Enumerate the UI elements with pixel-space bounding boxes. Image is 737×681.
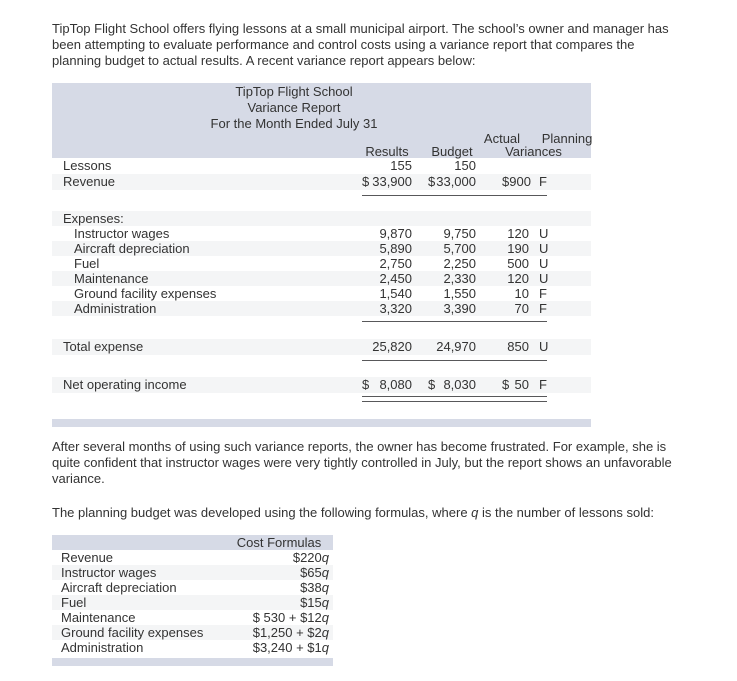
variance-amount: 500 xyxy=(507,256,529,271)
variance-cell xyxy=(502,377,529,393)
actual-amount: 155 xyxy=(390,158,412,173)
variance-amount: 10 xyxy=(514,286,529,301)
planning-budget-cell xyxy=(428,241,476,256)
report-row-total-expense xyxy=(52,339,591,355)
planning-amount: 5,700 xyxy=(443,241,476,256)
actual-amount: 33,900 xyxy=(372,174,412,189)
cost-formulas-footer-band xyxy=(52,658,333,666)
column-header-spacer xyxy=(52,145,362,158)
q-variable: q xyxy=(321,565,329,580)
planning-amount: 8,030 xyxy=(443,377,476,392)
report-row-revenue xyxy=(52,174,591,190)
row-label: Lessons xyxy=(63,158,112,173)
formula-amount: $220 xyxy=(292,550,322,565)
row-label: Administration xyxy=(74,301,157,316)
actual-amount: 5,890 xyxy=(379,241,412,256)
actual-amount: 1,540 xyxy=(379,286,412,301)
variance-cell xyxy=(502,174,529,190)
actual-amount: 2,750 xyxy=(379,256,412,271)
report-row-aircraft-depreciation xyxy=(52,241,591,256)
currency-symbol: $ xyxy=(502,174,510,189)
q-variable: q xyxy=(321,550,329,565)
actual-results-cell xyxy=(362,158,412,174)
planning-amount: 2,250 xyxy=(443,256,476,271)
q-variable: q xyxy=(321,625,329,640)
variance-direction-cell: U xyxy=(539,226,549,241)
column-header-planning-bottom: Budget xyxy=(431,144,473,159)
formula-value xyxy=(229,550,333,565)
variance-direction-cell: F xyxy=(539,301,547,316)
formulas-intro-part2: is the number of lessons sold: xyxy=(478,505,654,520)
formula-row-instructor-wages xyxy=(52,565,333,580)
row-label: Instructor wages xyxy=(74,226,170,241)
variance-cell xyxy=(502,339,529,355)
planning-amount: 33,000 xyxy=(436,174,476,189)
formula-row-ground-facility xyxy=(52,625,333,640)
single-underline xyxy=(362,195,547,196)
variance-cell xyxy=(502,301,529,316)
variance-direction-cell: U xyxy=(539,256,549,271)
formula-label: Instructor wages xyxy=(61,565,157,580)
variance-direction-cell: F xyxy=(539,174,547,189)
row-label: Maintenance xyxy=(74,271,149,286)
row-label: Revenue xyxy=(63,174,116,189)
actual-results-cell xyxy=(362,174,412,190)
planning-budget-cell xyxy=(428,339,476,355)
report-title-period: For the Month Ended July 31 xyxy=(210,116,378,131)
report-title-name: Variance Report xyxy=(247,100,341,115)
formula-amount: $ 530 + $12 xyxy=(252,610,322,625)
formulas-intro-paragraph xyxy=(52,505,680,521)
formula-row-maintenance xyxy=(52,610,333,625)
actual-results-cell xyxy=(362,271,412,286)
planning-amount: 1,550 xyxy=(443,286,476,301)
planning-budget-cell xyxy=(428,226,476,241)
planning-budget-cell xyxy=(428,271,476,286)
formula-value xyxy=(229,640,333,655)
formula-label: Administration xyxy=(61,640,144,655)
formula-value xyxy=(229,595,333,610)
actual-amount: 8,080 xyxy=(379,377,412,392)
actual-results-cell xyxy=(362,226,412,241)
currency-symbol: $ xyxy=(502,377,510,392)
planning-amount: 24,970 xyxy=(436,339,476,354)
variance-cell xyxy=(502,286,529,301)
actual-results-cell xyxy=(362,286,412,301)
variance-amount: 900 xyxy=(509,174,531,189)
actual-amount: 25,820 xyxy=(372,339,412,354)
report-row-net-operating-income xyxy=(52,377,591,393)
formula-label: Fuel xyxy=(61,595,87,610)
row-label: Aircraft depreciation xyxy=(74,241,190,256)
row-label: Ground facility expenses xyxy=(74,286,217,301)
q-variable: q xyxy=(321,595,329,610)
report-row-maintenance xyxy=(52,271,591,286)
planning-budget-cell xyxy=(428,174,476,190)
variance-amount: 190 xyxy=(507,241,529,256)
planning-budget-cell xyxy=(428,256,476,271)
variance-direction-cell: F xyxy=(539,377,547,392)
cost-formulas-table xyxy=(52,535,333,666)
actual-results-cell xyxy=(362,241,412,256)
actual-results-cell xyxy=(362,256,412,271)
formula-row-revenue xyxy=(52,550,333,565)
variance-amount: 50 xyxy=(514,377,529,392)
q-variable: q xyxy=(321,580,329,595)
variance-direction-cell: U xyxy=(539,271,549,286)
formula-row-administration xyxy=(52,640,333,655)
double-underline xyxy=(362,396,547,402)
currency-symbol: $ xyxy=(362,174,370,189)
single-underline xyxy=(362,360,547,361)
variance-amount: 850 xyxy=(507,339,529,354)
planning-amount: 2,330 xyxy=(443,271,476,286)
report-title-company: TipTop Flight School xyxy=(235,84,353,99)
variance-cell xyxy=(502,256,529,271)
formula-value xyxy=(229,625,333,640)
spacer-row xyxy=(52,360,591,377)
cost-formulas-header-row xyxy=(52,535,333,550)
formula-row-fuel xyxy=(52,595,333,610)
q-variable: q xyxy=(321,640,329,655)
formula-amount: $38 xyxy=(300,580,322,595)
variance-report-table xyxy=(52,83,591,427)
report-row-administration xyxy=(52,301,591,316)
report-row-instructor-wages xyxy=(52,226,591,241)
formula-label: Revenue xyxy=(61,550,114,565)
spacer-row xyxy=(52,396,591,419)
formula-value xyxy=(229,565,333,580)
formula-label: Ground facility expenses xyxy=(61,625,204,640)
row-label: Net operating income xyxy=(63,377,187,392)
formula-value xyxy=(229,580,333,595)
single-underline xyxy=(362,321,547,322)
planning-amount: 150 xyxy=(454,158,476,173)
formula-row-aircraft-depreciation xyxy=(52,580,333,595)
variance-amount: 120 xyxy=(507,226,529,241)
actual-amount: 2,450 xyxy=(379,271,412,286)
formula-amount: $3,240 + $1 xyxy=(252,640,322,655)
formulas-intro-part1: The planning budget was developed using the following formulas, where xyxy=(52,505,472,520)
formula-amount: $65 xyxy=(300,565,322,580)
column-header-actual-top: Actual xyxy=(483,131,521,146)
formula-value xyxy=(229,610,333,625)
planning-budget-cell xyxy=(428,158,476,174)
planning-budget-cell xyxy=(428,377,476,393)
column-header-actual-bottom: Results xyxy=(365,144,409,159)
column-header-variances: Variances xyxy=(505,144,562,159)
row-label: Expenses: xyxy=(63,211,124,226)
column-header-planning-top: Planning xyxy=(541,131,593,146)
variance-cell xyxy=(502,271,529,286)
variance-direction-cell: U xyxy=(539,339,549,354)
report-footer-band xyxy=(52,419,591,427)
row-label: Fuel xyxy=(74,256,100,271)
currency-symbol: $ xyxy=(362,377,370,392)
report-row-fuel xyxy=(52,256,591,271)
frustration-paragraph: After several months of using such variance reports, the owner has become frustrated. For example, she is quite confident that instructor wages were very tightly controlled in July, but the report shows an unfavorable variance. xyxy=(52,439,672,486)
planning-amount: 3,390 xyxy=(443,301,476,316)
variance-direction-cell: F xyxy=(539,286,547,301)
column-header-row-bottom xyxy=(52,145,591,158)
planning-budget-cell xyxy=(428,301,476,316)
formula-amount: $15 xyxy=(300,595,322,610)
variance-amount: 120 xyxy=(507,271,529,286)
intro-paragraph: TipTop Flight School offers flying lessons at a small municipal airport. The school’s owner and manager has been attempting to evaluate performance and control costs using a variance report that compares the planning budget to actual results. A recent variance report appears below: xyxy=(52,21,669,68)
actual-results-cell xyxy=(362,377,412,393)
variance-cell xyxy=(502,241,529,256)
formula-label: Maintenance xyxy=(61,610,136,625)
actual-amount: 3,320 xyxy=(379,301,412,316)
q-variable: q xyxy=(471,505,479,520)
planning-budget-cell xyxy=(428,286,476,301)
report-header-band xyxy=(52,83,591,158)
spacer-row xyxy=(52,195,591,211)
formula-amount: $1,250 + $2 xyxy=(252,625,322,640)
report-row-lessons xyxy=(52,158,591,174)
row-label: Total expense xyxy=(63,339,144,354)
column-header-spacer xyxy=(52,132,477,145)
formula-label: Aircraft depreciation xyxy=(61,580,177,595)
actual-amount: 9,870 xyxy=(379,226,412,241)
actual-results-cell xyxy=(362,339,412,355)
currency-symbol: $ xyxy=(428,377,436,392)
variance-cell xyxy=(502,226,529,241)
variance-direction-cell: U xyxy=(539,241,549,256)
variance-amount: 70 xyxy=(514,301,529,316)
actual-results-cell xyxy=(362,301,412,316)
planning-amount: 9,750 xyxy=(443,226,476,241)
q-variable: q xyxy=(321,610,329,625)
spacer-row xyxy=(52,321,591,339)
report-row-ground-facility xyxy=(52,286,591,301)
currency-symbol: $ xyxy=(428,174,436,189)
cost-formulas-header: Cost Formulas xyxy=(236,535,322,550)
report-row-expenses-header xyxy=(52,211,591,226)
